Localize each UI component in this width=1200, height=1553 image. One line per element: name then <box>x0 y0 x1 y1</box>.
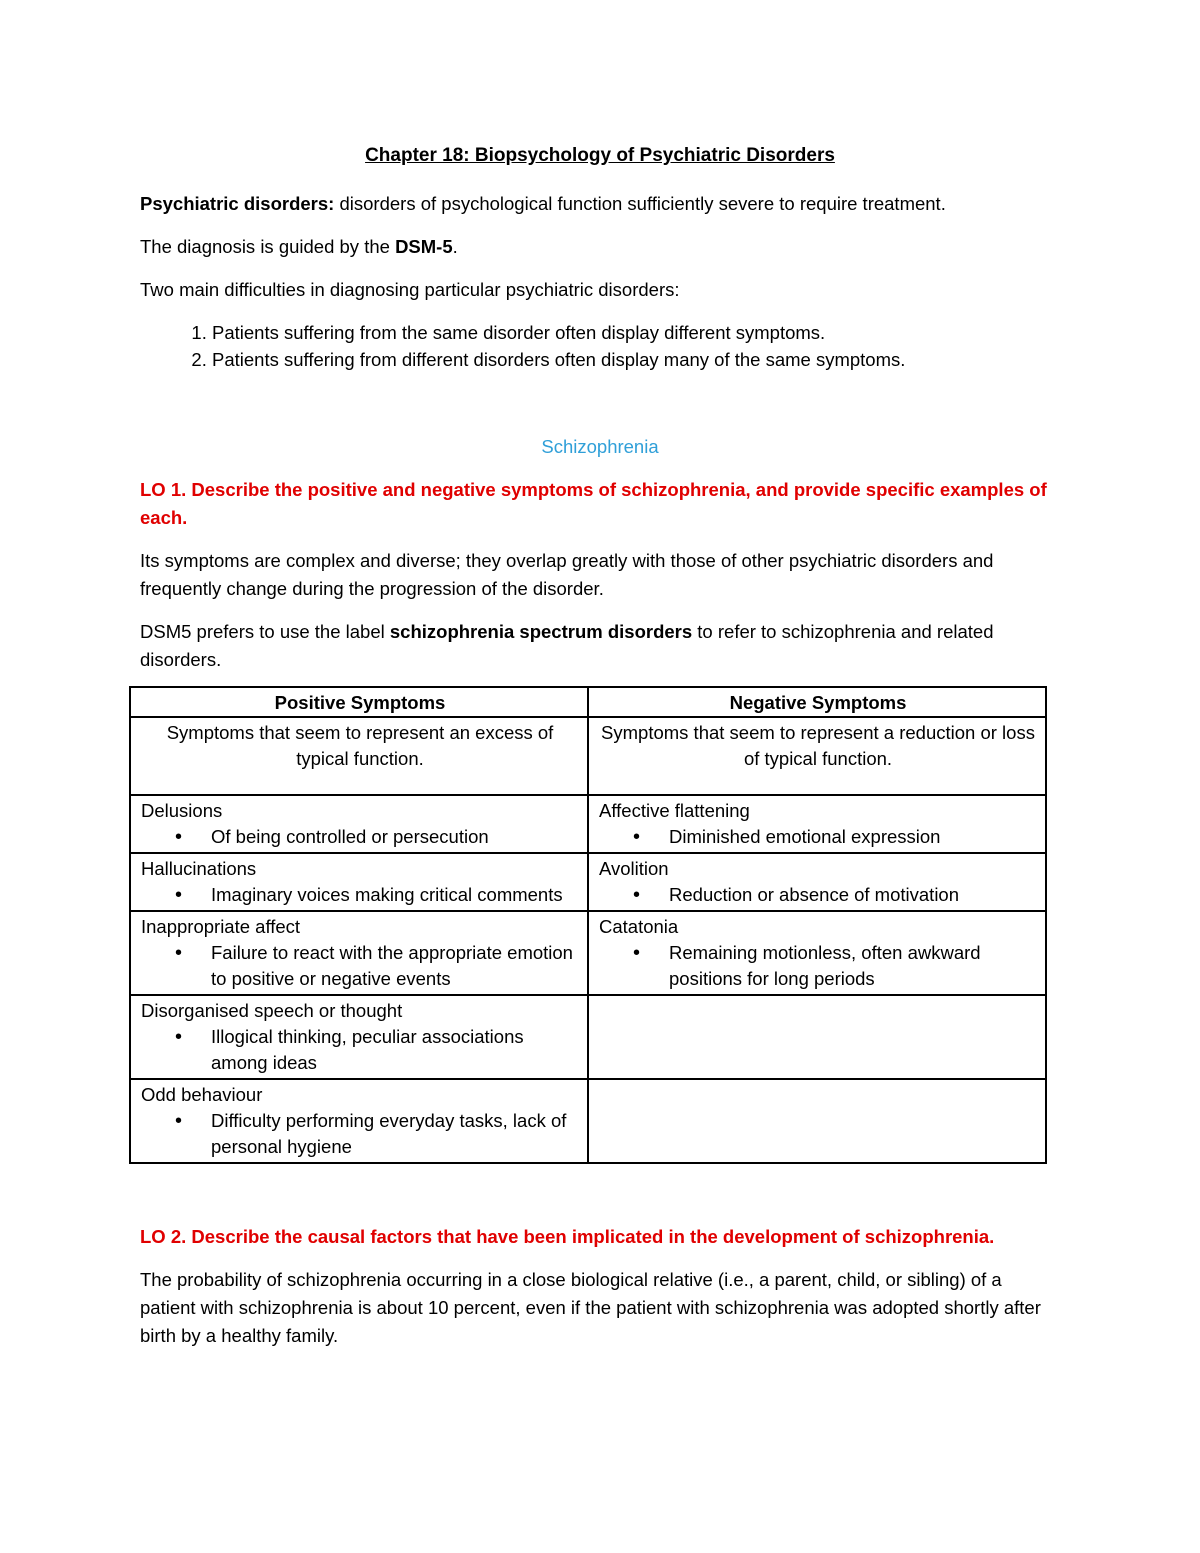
definition-paragraph <box>140 190 1060 218</box>
positive-description: Symptoms that seem to represent an excess of typical function. <box>130 717 588 795</box>
symptom-examples <box>141 1108 579 1160</box>
diagnosis-paragraph <box>140 233 1060 261</box>
difficulty-item: 1. Patients suffering from the same disorder often display different symptoms. <box>212 319 1060 346</box>
learning-objective-2: LO 2. Describe the causal factors that have been implicated in the development of schizophrenia. <box>140 1226 995 1247</box>
table-cell <box>588 853 1046 911</box>
symptom-name: Disorganised speech or thought <box>141 1000 403 1021</box>
symptom-examples <box>141 1024 579 1076</box>
table-cell <box>130 1079 588 1163</box>
negative-description: Symptoms that seem to represent a reduction or loss of typical function. <box>588 717 1046 795</box>
list-item: • Of being controlled or persecution <box>211 824 579 850</box>
table-cell-empty <box>588 1079 1046 1163</box>
table-cell <box>130 911 588 995</box>
negative-symptoms-header: Negative Symptoms <box>588 687 1046 717</box>
table-row <box>130 853 1046 911</box>
symptom-name: Hallucinations <box>141 858 257 879</box>
definition-term: Psychiatric disorders: <box>140 193 335 214</box>
symptom-examples <box>141 824 579 850</box>
spacer <box>140 1164 1060 1208</box>
probability-paragraph: The probability of schizophrenia occurring in a close biological relative (i.e., a parent, child, or sibling) of a patient with schizophrenia is about 10 percent, even if the patient with schizophrenia was adopted shortly after birth by a healthy family. <box>140 1269 1041 1346</box>
diagnosis-prefix: The diagnosis is guided by the <box>140 236 396 257</box>
section-heading-schizophrenia: Schizophrenia <box>541 436 659 457</box>
symptom-name: Avolition <box>599 858 669 879</box>
symptom-examples <box>141 940 579 992</box>
symptom-name: Affective flattening <box>599 800 750 821</box>
table-row <box>130 1079 1046 1163</box>
symptoms-paragraph: Its symptoms are complex and diverse; they overlap greatly with those of other psychiatric disorders and frequently change during the progression of the disorder. <box>140 550 994 599</box>
table-row <box>130 911 1046 995</box>
document-page <box>140 140 1060 1365</box>
dsm5-label: schizophrenia spectrum disorders <box>389 621 693 642</box>
table-cell <box>130 795 588 853</box>
table-cell <box>588 795 1046 853</box>
difficulties-intro: Two main difficulties in diagnosing particular psychiatric disorders: <box>140 279 680 300</box>
table-cell <box>130 853 588 911</box>
list-item: • Remaining motionless, often awkward positions for long periods <box>669 940 1037 992</box>
diagnosis-suffix: . <box>452 236 458 257</box>
difficulties-list <box>140 319 1060 373</box>
symptom-name: Delusions <box>141 800 223 821</box>
dsm5-suffix: to refer to schizophrenia and related disorders. <box>140 621 994 670</box>
symptoms-table <box>129 686 1047 1164</box>
learning-objective-1: LO 1. Describe the positive and negative symptoms of schizophrenia, and provide specific examples of each. <box>140 479 1047 528</box>
symptom-examples <box>599 940 1037 992</box>
symptom-name: Catatonia <box>599 916 679 937</box>
list-item: • Diminished emotional expression <box>669 824 1037 850</box>
positive-symptoms-header: Positive Symptoms <box>130 687 588 717</box>
symptom-examples <box>599 882 1037 908</box>
list-item: • Failure to react with the appropriate emotion to positive or negative events <box>211 940 579 992</box>
symptom-name: Inappropriate affect <box>141 916 301 937</box>
dsm5-prefix: DSM5 prefers to use the label <box>140 621 390 642</box>
table-cell <box>588 911 1046 995</box>
table-row <box>130 995 1046 1079</box>
list-item: • Difficulty performing everyday tasks, lack of personal hygiene <box>211 1108 579 1160</box>
symptom-name: Odd behaviour <box>141 1084 263 1105</box>
table-header-row <box>130 687 1046 717</box>
table-row <box>130 717 1046 795</box>
list-item: • Reduction or absence of motivation <box>669 882 1037 908</box>
table-row <box>130 795 1046 853</box>
definition-text: disorders of psychological function sufficiently severe to require treatment. <box>334 193 946 214</box>
document-title: Chapter 18: Biopsychology of Psychiatric Disorders <box>365 145 835 166</box>
dsm5-paragraph <box>140 618 1060 674</box>
diagnosis-dsm: DSM-5 <box>395 236 453 257</box>
list-item: • Illogical thinking, peculiar associations among ideas <box>211 1024 579 1076</box>
table-cell-empty <box>588 995 1046 1079</box>
difficulty-item: 2. Patients suffering from different disorders often display many of the same symptoms. <box>212 346 1060 373</box>
list-item: • Imaginary voices making critical comments <box>211 882 579 908</box>
symptom-examples <box>141 882 579 908</box>
symptom-examples <box>599 824 1037 850</box>
table-cell <box>130 995 588 1079</box>
